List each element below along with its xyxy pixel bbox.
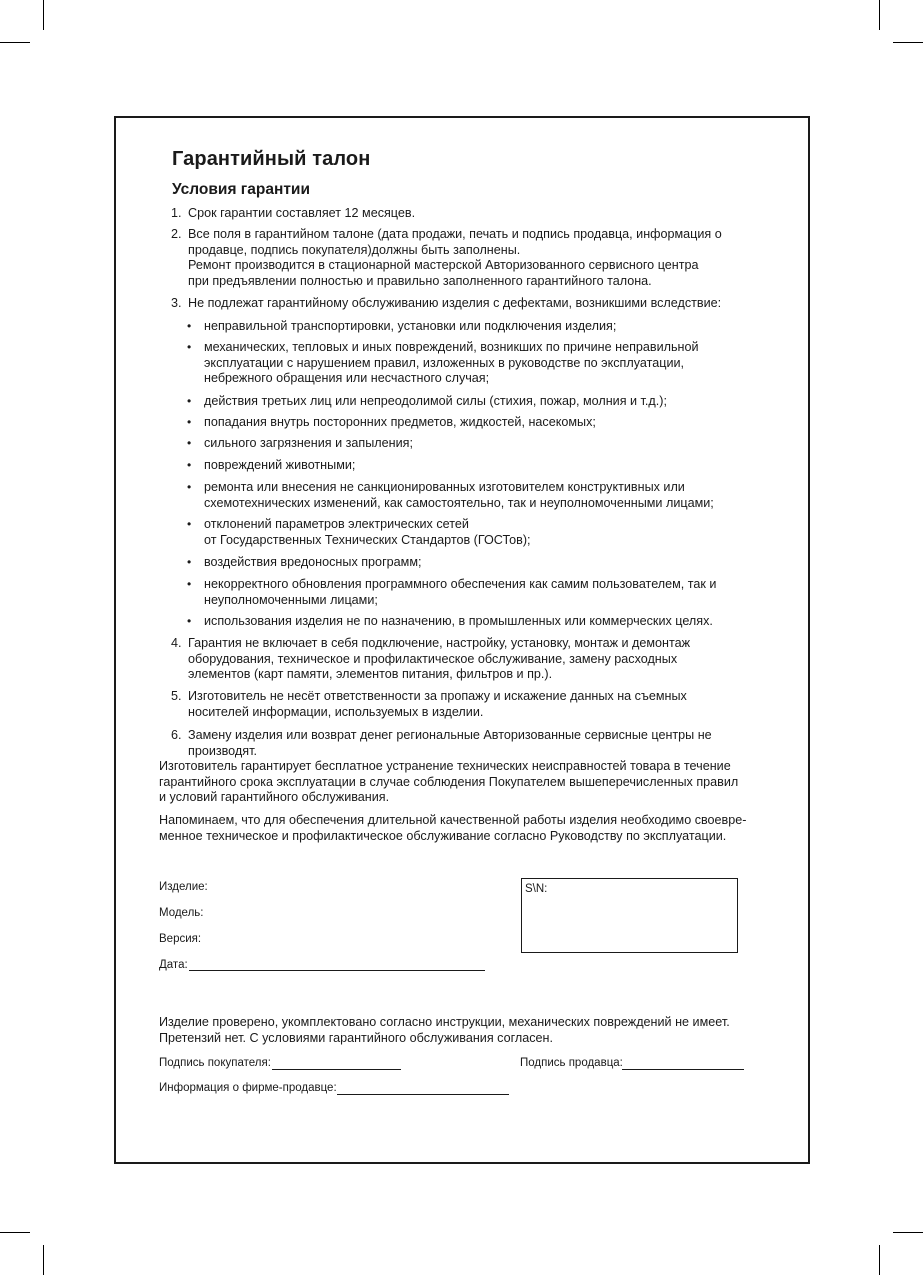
item-number: 5.	[171, 689, 182, 703]
bullet-text: ремонта или внесения не санкционированных изготовителем конструктивных или схемотехнических изменений, как самостоятельно, так и неуполномоченными лицами;	[204, 480, 714, 510]
product-label: Изделие:	[159, 881, 208, 893]
serial-number-label: S\N:	[525, 883, 548, 895]
item-text: Гарантия не включает в себя подключение, настройку, установку, монтаж и демонтаж оборудования, техническое и профилактическое обслуживание, замену расходных элементов (карт памяти, элементов питания, фильтров и пр.).	[188, 636, 691, 682]
bullet-marker: •	[187, 340, 192, 354]
item-number: 6.	[171, 728, 182, 742]
bullet-text: неправильной транспортировки, установки или подключения изделия;	[204, 319, 617, 333]
bullet-text: воздействия вредоносных программ;	[204, 555, 422, 569]
item-number: 1.	[171, 206, 182, 220]
bullet-marker: •	[187, 555, 192, 569]
crop-mark	[879, 1245, 880, 1275]
seller-signature-line[interactable]	[622, 1069, 744, 1070]
bullet-text: попадания внутрь посторонних предметов, жидкостей, насекомых;	[204, 415, 596, 429]
bullet-text: использования изделия не по назначению, в промышленных или коммерческих целях.	[204, 614, 713, 628]
page-title: Гарантийный талон	[172, 148, 371, 170]
bullet-text: отклонений параметров электрических сетей от Государственных Технических Стандартов (ГОСТов);	[204, 517, 531, 547]
item-text: Изготовитель не несёт ответственности за пропажу и искажение данных на съемных носителей информации, используемых в изделии.	[188, 689, 687, 719]
bullet-text: повреждений животными;	[204, 458, 356, 472]
buyer-signature-line[interactable]	[272, 1069, 401, 1070]
serial-number-box[interactable]	[521, 878, 738, 953]
item-number: 4.	[171, 636, 182, 650]
maintenance-paragraph: Напоминаем, что для обеспечения длительной качественной работы изделия необходимо своевре- менное техническое и профилактическое обслуживание согласно Руководству по эксплуатации.	[159, 813, 747, 843]
crop-mark	[43, 1245, 44, 1275]
date-input-line[interactable]	[189, 970, 485, 971]
bullet-marker: •	[187, 480, 192, 494]
seller-info-label: Информация о фирме-продавце:	[159, 1082, 337, 1094]
confirmation-text: Изделие проверено, укомплектовано согласно инструкции, механических повреждений не имеет. Претензий нет. С условиями гарантийного обслуживания согласен.	[159, 1015, 730, 1045]
bullet-marker: •	[187, 394, 192, 408]
item-text: Срок гарантии составляет 12 месяцев.	[188, 206, 416, 220]
warranty-paragraph: Изготовитель гарантирует бесплатное устранение технических неисправностей товара в течение гарантийного срока эксплуатации в случае соблюдения Покупателем вышеперечисленных правил и условий гарантийного обслуживания.	[159, 759, 739, 805]
item-text: Замену изделия или возврат денег региональные Авторизованные сервисные центры не производят.	[188, 728, 712, 758]
crop-mark	[43, 0, 44, 30]
bullet-marker: •	[187, 517, 192, 531]
item-number: 2.	[171, 227, 182, 241]
item-text: Не подлежат гарантийному обслуживанию изделия с дефектами, возникшими вследствие:	[188, 296, 722, 310]
bullet-text: механических, тепловых и иных повреждений, возникших по причине неправильной эксплуатации с нарушением правил, изложенных в руководстве по эксплуатации, небрежного обращения или несчастного случая;	[204, 340, 699, 386]
bullet-marker: •	[187, 319, 192, 333]
model-label: Модель:	[159, 907, 204, 919]
bullet-marker: •	[187, 415, 192, 429]
crop-mark	[0, 42, 30, 43]
bullet-marker: •	[187, 614, 192, 628]
crop-mark	[879, 0, 880, 30]
item-text: Все поля в гарантийном талоне (дата продажи, печать и подпись продавца, информация о продавце, подпись покупателя)должны быть заполнены. Ремонт производится в стационарной мастерской Авторизованного сервисного центра при предъявлении полностью и правильно заполненного гарантийного талона.	[188, 227, 722, 288]
date-label: Дата:	[159, 959, 188, 971]
crop-mark	[0, 1232, 30, 1233]
bullet-text: сильного загрязнения и запыления;	[204, 436, 413, 450]
item-number: 3.	[171, 296, 182, 310]
seller-signature-label: Подпись продавца:	[520, 1057, 623, 1069]
version-label: Версия:	[159, 933, 202, 945]
section-title: Условия гарантии	[172, 181, 310, 198]
bullet-text: действия третьих лиц или непреодолимой силы (стихия, пожар, молния и т.д.);	[204, 394, 667, 408]
bullet-marker: •	[187, 436, 192, 450]
bullet-marker: •	[187, 458, 192, 472]
buyer-signature-label: Подпись покупателя:	[159, 1057, 271, 1069]
seller-info-line[interactable]	[337, 1094, 509, 1095]
bullet-marker: •	[187, 577, 192, 591]
crop-mark	[893, 1232, 923, 1233]
crop-mark	[893, 42, 923, 43]
bullet-text: некорректного обновления программного обеспечения как самим пользователем, так и неуполномоченными лицами;	[204, 577, 717, 607]
